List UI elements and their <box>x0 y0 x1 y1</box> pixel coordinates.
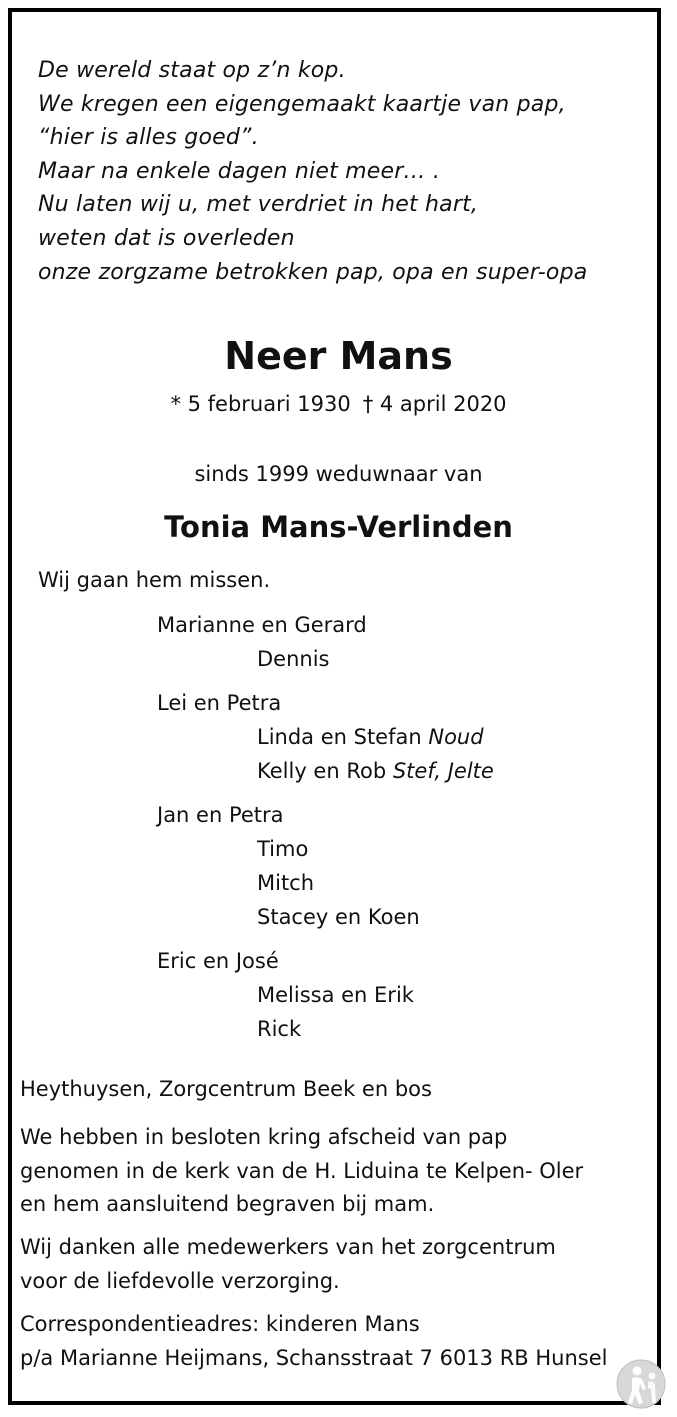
place-line <box>20 1073 432 1107</box>
life-dates <box>0 388 677 420</box>
deceased-name: Neer Mans <box>224 334 453 378</box>
family-parents: Eric en José <box>157 949 279 973</box>
poem-line: Nu laten wij u, met verdriet in het hart, <box>38 192 479 218</box>
opening-poem <box>38 54 587 289</box>
family-parents: Lei en Petra <box>157 691 282 715</box>
farewell-paragraph <box>20 1121 583 1222</box>
farewell-line: genomen in de kerk van de H. Liduina te Kelpen- Oler <box>20 1158 584 1183</box>
birth-date: * 5 februari 1930 <box>170 392 351 416</box>
family-child-names: Kelly en Rob <box>257 759 387 783</box>
farewell-line: We hebben in besloten kring afscheid van pap <box>20 1125 508 1149</box>
thanks-line: Wij danken alle medewerkers van het zorgcentrum <box>20 1235 556 1259</box>
family-child: Dennis <box>257 647 330 671</box>
family-parents: Marianne en Gerard <box>157 613 367 637</box>
missing-line: Wij gaan hem missen. <box>38 568 271 592</box>
spouse-name: Tonia Mans-Verlinden <box>164 510 513 544</box>
correspondence-line: Correspondentieadres: kinderen Mans <box>20 1312 420 1336</box>
poem-line: weten dat is overleden <box>38 225 295 251</box>
family-child: Melissa en Erik <box>257 983 414 1007</box>
family-child-names: Linda en Stefan <box>257 725 422 749</box>
poem-line: “hier is alles goed”. <box>38 125 259 151</box>
poem-line: Maar na enkele dagen niet meer… . <box>38 158 441 184</box>
thanks-line: voor de liefdevolle verzorging. <box>20 1268 340 1293</box>
family-parents: Jan en Petra <box>157 803 284 827</box>
farewell-line: en hem aansluitend begraven bij mam. <box>20 1192 435 1216</box>
poem-line: We kregen een eigengemaakt kaartje van pap, <box>38 91 566 117</box>
correspondence-line: p/a Marianne Heijmans, Schansstraat 7 6013 RB Hunsel <box>20 1345 608 1370</box>
family-child: Rick <box>257 1017 302 1041</box>
poem-line: De wereld staat op z’n kop. <box>38 58 346 83</box>
family-child <box>257 721 484 753</box>
death-date: † 4 april 2020 <box>362 392 507 416</box>
family-child: Timo <box>257 837 309 861</box>
widower-line: sinds 1999 weduwnaar van <box>194 462 483 486</box>
thanks-paragraph <box>20 1231 556 1298</box>
grandchildren-names: Noud <box>428 725 484 749</box>
family-child: Stacey en Koen <box>257 905 420 929</box>
poem-line: onze zorgzame betrokken pap, opa en super-opa <box>38 259 588 285</box>
grandchildren-names: Stef, Jelte <box>392 759 494 783</box>
family-child: Mitch <box>257 871 315 895</box>
place-text: Heythuysen, Zorgcentrum Beek en bos <box>20 1077 432 1101</box>
family-child <box>257 755 494 787</box>
correspondence-paragraph <box>20 1308 608 1375</box>
memorial-figure-icon <box>615 1358 667 1410</box>
